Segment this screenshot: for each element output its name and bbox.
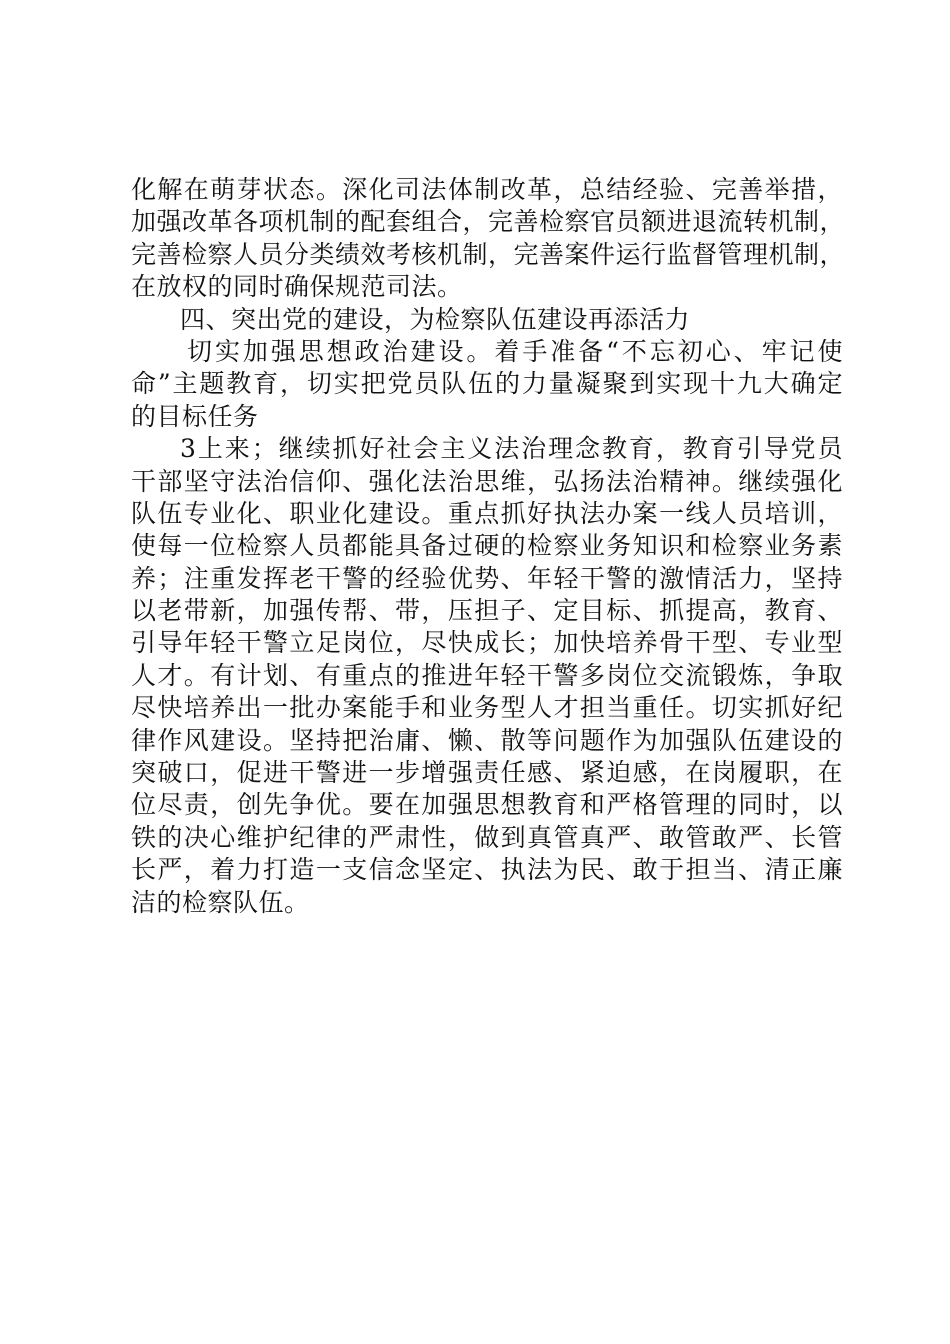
text-line: 以老带新，加强传帮、带，压担子、定目标、抓提高，教育、 [131, 596, 843, 626]
text-line: 加强改革各项机制的配套组合，完善检察官员额进退流转机制， [131, 207, 846, 237]
text-line: 的目标任务 [131, 401, 259, 431]
text-line: 队伍专业化、职业化建设。重点抓好执法办案一线人员培训， [131, 498, 843, 528]
document-body [131, 174, 846, 919]
text-line: 突破口，促进干警进一步增强责任感、紧迫感，在岗履职，在 [131, 758, 843, 788]
text-line: 完善检察人员分类绩效考核机制，完善案件运行监督管理机制， [131, 239, 846, 269]
text-line: 引导年轻干警立足岗位，尽快成长；加快培养骨干型、专业型 [131, 628, 843, 658]
text-line: 人才。有计划、有重点的推进年轻干警多岗位交流锻炼，争取 [131, 660, 843, 690]
text-line: 化解在萌芽状态。深化司法体制改革，总结经验、完善举措， [131, 175, 843, 204]
text-line: 干部坚守法治信仰、强化法治思维，弘扬法治精神。继续强化 [131, 466, 843, 496]
text-line: 命”主题教育，切实把党员队伍的力量凝聚到实现十九大确定 [131, 369, 843, 399]
paragraph-judicial-reform [131, 174, 846, 304]
text-line: 铁的决心维护纪律的严肃性，做到真管真严、敢管敢严、长管 [131, 822, 843, 852]
text-line: 养；注重发挥老干警的经验优势、年轻干警的激情活力，坚持 [131, 563, 843, 593]
text-line: 位尽责，创先争优。要在加强思想教育和严格管理的同时，以 [131, 790, 843, 820]
text-line: 尽快培养出一批办案能手和业务型人才担当重任。切实抓好纪 [131, 693, 843, 723]
section-heading: 四、突出党的建设，为检察队伍建设再添活力 [180, 304, 691, 334]
text-line: 洁的检察队伍。 [131, 887, 310, 917]
text-line: 律作风建设。坚持把治庸、懒、散等问题作为加强队伍建设的 [131, 725, 843, 755]
paragraph-political-building [131, 336, 843, 433]
text-line: 长严，着力打造一支信念坚定、执法为民、敢于担当、清正廉 [131, 855, 843, 885]
paragraph-team-building [131, 433, 843, 919]
text-line: 在放权的同时确保规范司法。 [131, 272, 463, 302]
text-line: 使每一位检察人员都能具备过硬的检察业务知识和检察业务素 [131, 531, 843, 561]
text-line: 切实加强思想政治建设。着手准备“不忘初心、牢记使 [187, 336, 843, 366]
text-line: 3上来；继续抓好社会主义法治理念教育，教育引导党员 [180, 434, 843, 464]
